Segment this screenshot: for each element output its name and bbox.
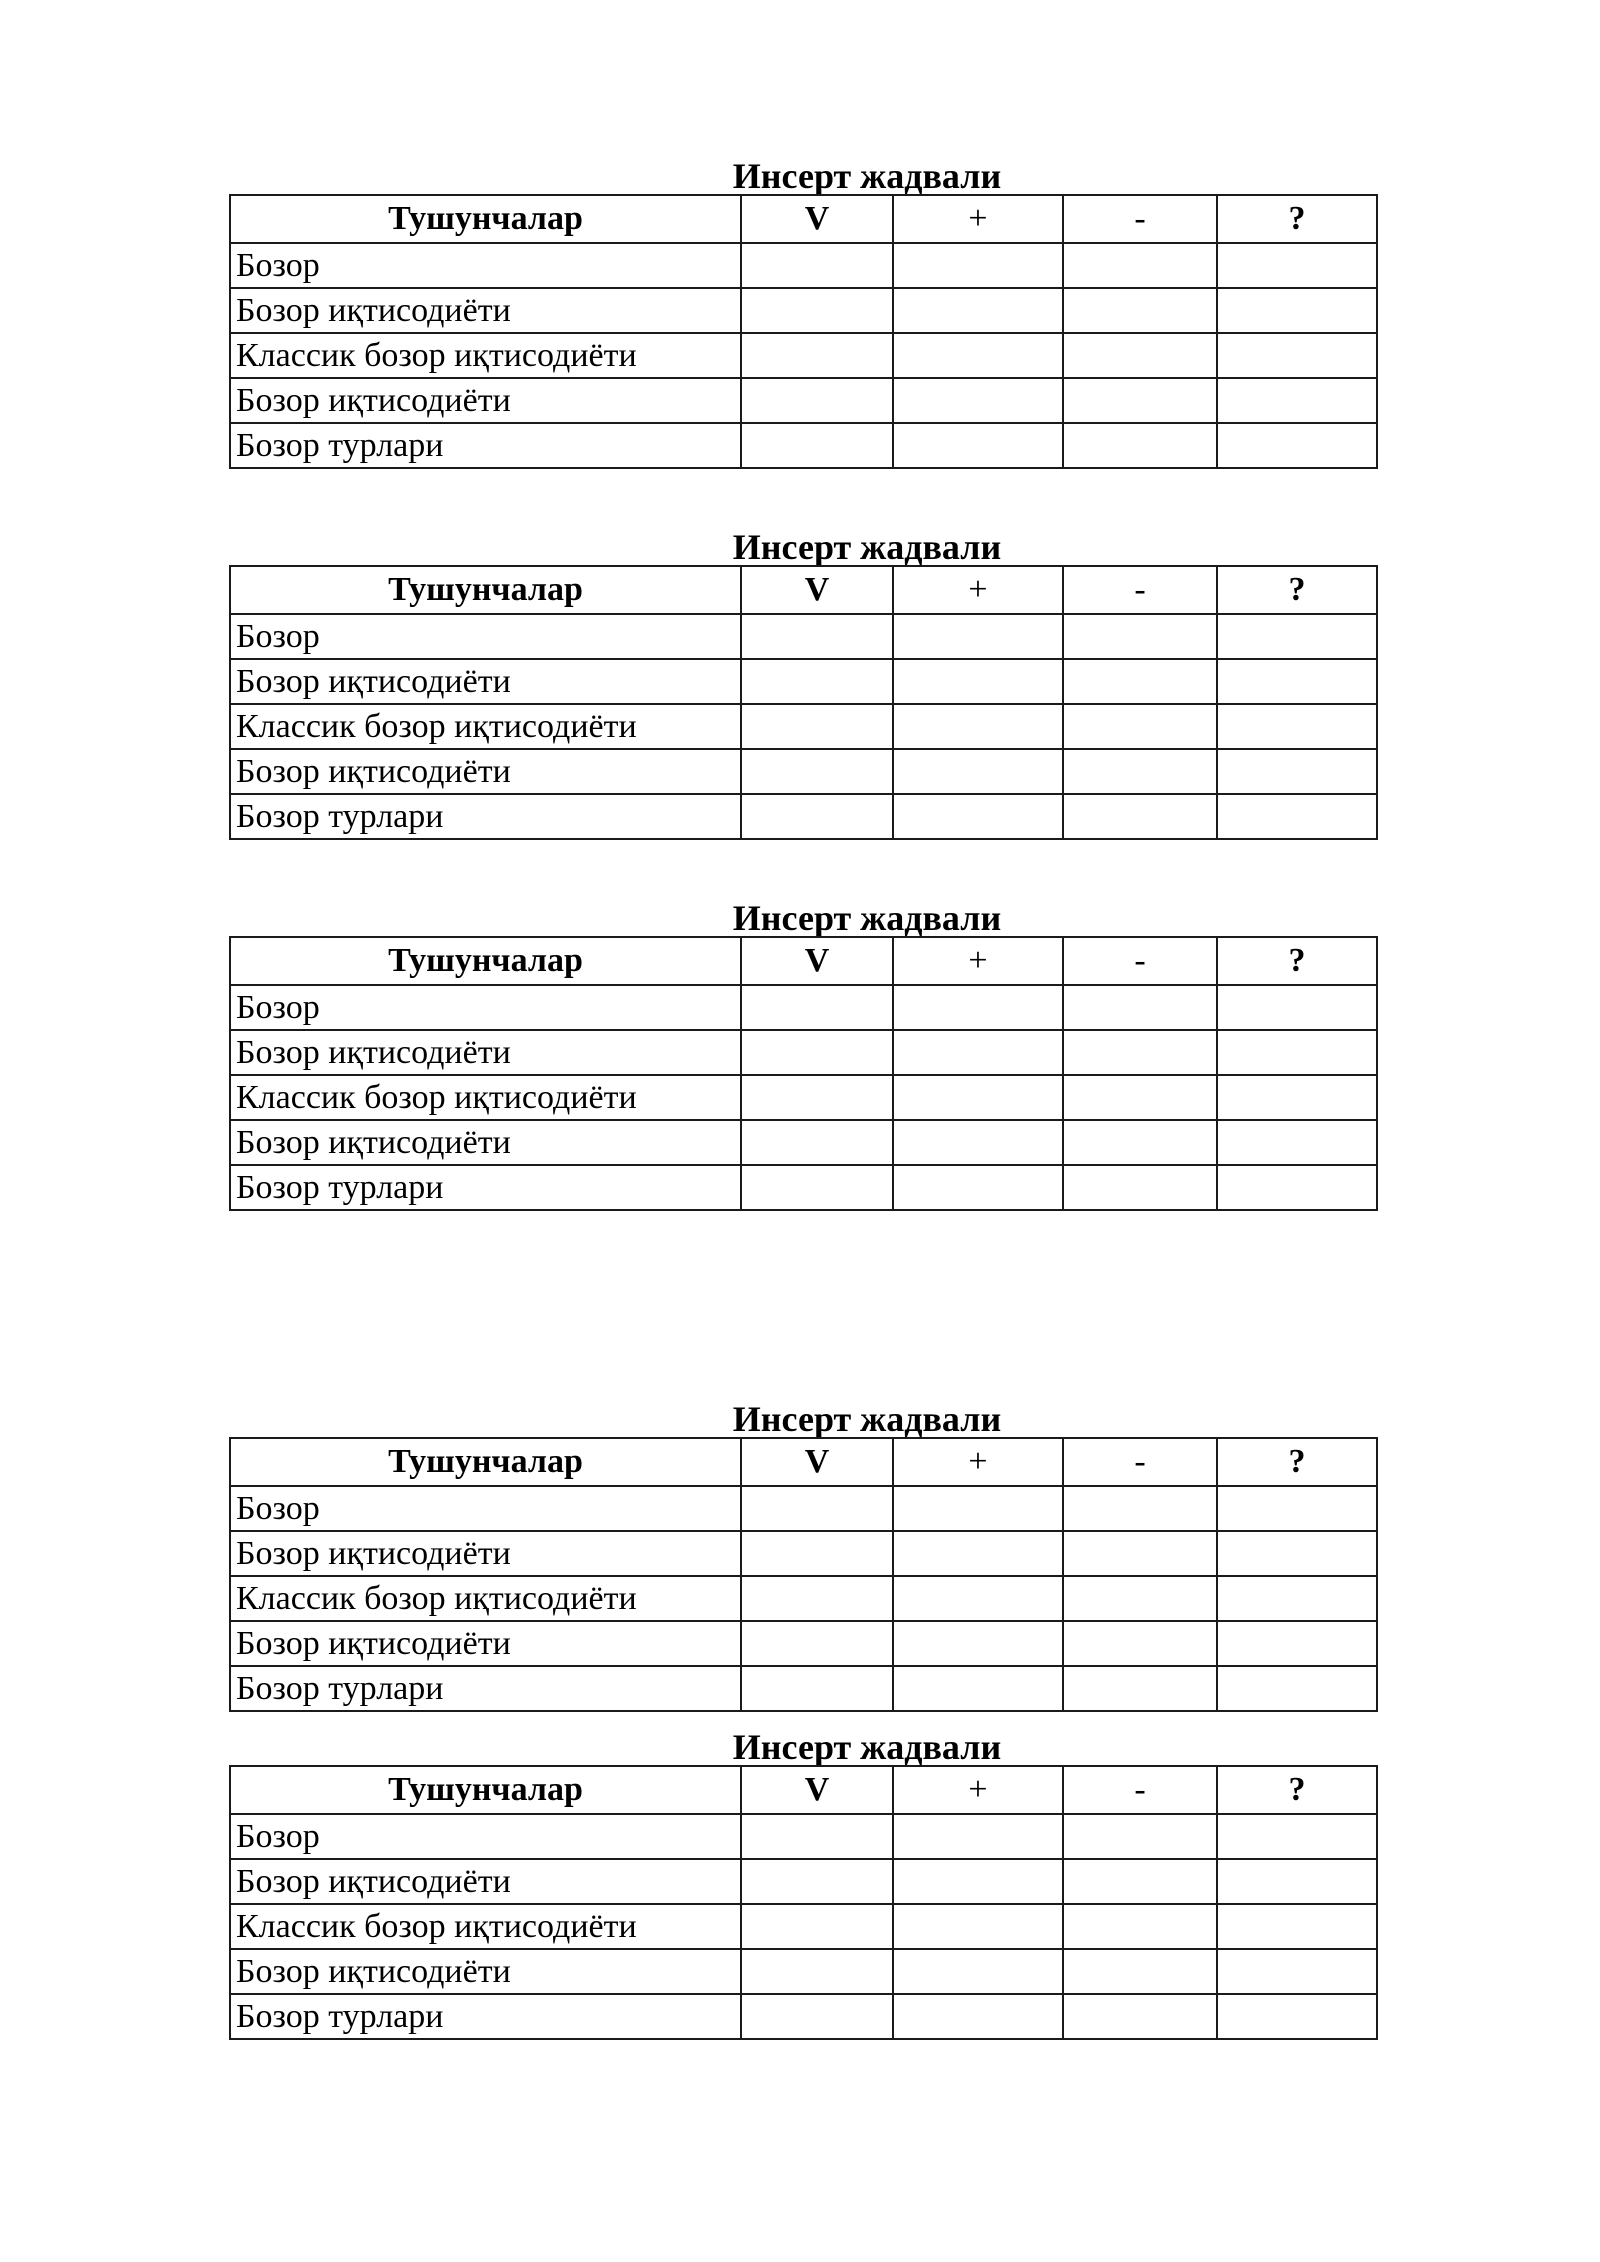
mark-cell-plus[interactable]: [893, 1576, 1063, 1621]
mark-cell-v[interactable]: [741, 749, 893, 794]
mark-cell-v[interactable]: [741, 1621, 893, 1666]
mark-cell-v[interactable]: [741, 704, 893, 749]
mark-cell-minus[interactable]: [1063, 1949, 1217, 1994]
insert-table: [229, 565, 1378, 840]
table-row: [230, 659, 1377, 704]
mark-cell-v[interactable]: [741, 1949, 893, 1994]
mark-cell-minus[interactable]: [1063, 614, 1217, 659]
mark-cell-v[interactable]: [741, 1030, 893, 1075]
header-v: V: [741, 1766, 893, 1814]
mark-cell-minus[interactable]: [1063, 1859, 1217, 1904]
mark-cell-v[interactable]: [741, 1165, 893, 1210]
mark-cell-plus[interactable]: [893, 1075, 1063, 1120]
header-question: ?: [1217, 1438, 1377, 1486]
mark-cell-question[interactable]: [1217, 1949, 1377, 1994]
mark-cell-minus[interactable]: [1063, 1486, 1217, 1531]
mark-cell-minus[interactable]: [1063, 333, 1217, 378]
mark-cell-minus[interactable]: [1063, 1814, 1217, 1859]
mark-cell-minus[interactable]: [1063, 1165, 1217, 1210]
header-plus: +: [893, 937, 1063, 985]
mark-cell-minus[interactable]: [1063, 659, 1217, 704]
concept-cell: Классик бозор иқтисодиёти: [230, 1075, 741, 1120]
mark-cell-plus[interactable]: [893, 794, 1063, 839]
table-header-row: [230, 1438, 1377, 1486]
table-row: [230, 1621, 1377, 1666]
concept-cell: Бозор иқтисодиёти: [230, 378, 741, 423]
mark-cell-plus[interactable]: [893, 1120, 1063, 1165]
mark-cell-v[interactable]: [741, 1120, 893, 1165]
concept-cell: Бозор иқтисодиёти: [230, 1621, 741, 1666]
header-v: V: [741, 195, 893, 243]
header-minus: -: [1063, 1438, 1217, 1486]
header-v: V: [741, 1438, 893, 1486]
mark-cell-plus[interactable]: [893, 1904, 1063, 1949]
table-row: [230, 243, 1377, 288]
insert-table: [229, 1765, 1378, 2040]
mark-cell-question[interactable]: [1217, 1666, 1377, 1711]
header-minus: -: [1063, 195, 1217, 243]
table-row: [230, 378, 1377, 423]
mark-cell-question[interactable]: [1217, 423, 1377, 468]
mark-cell-plus[interactable]: [893, 378, 1063, 423]
mark-cell-v[interactable]: [741, 1859, 893, 1904]
concept-cell: Бозор турлари: [230, 794, 741, 839]
mark-cell-v[interactable]: [741, 423, 893, 468]
mark-cell-plus[interactable]: [893, 1030, 1063, 1075]
concept-cell: Бозор турлари: [230, 1994, 741, 2039]
header-concepts: Тушунчалар: [230, 937, 741, 985]
concept-cell: Бозор: [230, 243, 741, 288]
mark-cell-minus[interactable]: [1063, 1030, 1217, 1075]
mark-cell-minus[interactable]: [1063, 1576, 1217, 1621]
concept-cell: Бозор иқтисодиёти: [230, 1949, 741, 1994]
table-header-row: [230, 195, 1377, 243]
mark-cell-question[interactable]: [1217, 378, 1377, 423]
mark-cell-v[interactable]: [741, 1486, 893, 1531]
header-v: V: [741, 566, 893, 614]
mark-cell-question[interactable]: [1217, 1621, 1377, 1666]
table-header-row: [230, 566, 1377, 614]
mark-cell-minus[interactable]: [1063, 243, 1217, 288]
table-row: [230, 794, 1377, 839]
mark-cell-question[interactable]: [1217, 1120, 1377, 1165]
mark-cell-minus[interactable]: [1063, 985, 1217, 1030]
concept-cell: Бозор иқтисодиёти: [230, 288, 741, 333]
mark-cell-plus[interactable]: [893, 1949, 1063, 1994]
mark-cell-v[interactable]: [741, 614, 893, 659]
table-row: [230, 1165, 1377, 1210]
header-plus: +: [893, 1766, 1063, 1814]
concept-cell: Бозор иқтисодиёти: [230, 659, 741, 704]
concept-cell: Бозор: [230, 1486, 741, 1531]
table-title: Инсерт жадвали: [732, 156, 1002, 196]
mark-cell-v[interactable]: [741, 1666, 893, 1711]
table-row: [230, 1949, 1377, 1994]
mark-cell-question[interactable]: [1217, 1904, 1377, 1949]
mark-cell-v[interactable]: [741, 1814, 893, 1859]
table-row: [230, 749, 1377, 794]
mark-cell-minus[interactable]: [1063, 749, 1217, 794]
table-row: [230, 1814, 1377, 1859]
mark-cell-v[interactable]: [741, 243, 893, 288]
mark-cell-minus[interactable]: [1063, 1075, 1217, 1120]
mark-cell-minus[interactable]: [1063, 1994, 1217, 2039]
mark-cell-v[interactable]: [741, 985, 893, 1030]
mark-cell-question[interactable]: [1217, 1859, 1377, 1904]
mark-cell-question[interactable]: [1217, 1165, 1377, 1210]
mark-cell-plus[interactable]: [893, 985, 1063, 1030]
table-row: [230, 1030, 1377, 1075]
mark-cell-plus[interactable]: [893, 1165, 1063, 1210]
mark-cell-plus[interactable]: [893, 243, 1063, 288]
table-row: [230, 1120, 1377, 1165]
mark-cell-v[interactable]: [741, 1904, 893, 1949]
table-row: [230, 704, 1377, 749]
mark-cell-plus[interactable]: [893, 423, 1063, 468]
mark-cell-question[interactable]: [1217, 288, 1377, 333]
table-row: [230, 1531, 1377, 1576]
mark-cell-plus[interactable]: [893, 1531, 1063, 1576]
insert-table: [229, 1437, 1378, 1712]
table-row: [230, 1486, 1377, 1531]
mark-cell-v[interactable]: [741, 1576, 893, 1621]
mark-cell-question[interactable]: [1217, 1030, 1377, 1075]
header-v: V: [741, 937, 893, 985]
concept-cell: Классик бозор иқтисодиёти: [230, 1576, 741, 1621]
mark-cell-v[interactable]: [741, 1531, 893, 1576]
mark-cell-question[interactable]: [1217, 1576, 1377, 1621]
concept-cell: Бозор турлари: [230, 423, 741, 468]
header-minus: -: [1063, 937, 1217, 985]
table-title: Инсерт жадвали: [732, 527, 1002, 567]
header-minus: -: [1063, 566, 1217, 614]
mark-cell-question[interactable]: [1217, 1814, 1377, 1859]
mark-cell-question[interactable]: [1217, 1486, 1377, 1531]
concept-cell: Классик бозор иқтисодиёти: [230, 704, 741, 749]
mark-cell-minus[interactable]: [1063, 704, 1217, 749]
header-question: ?: [1217, 937, 1377, 985]
table-row: [230, 1666, 1377, 1711]
mark-cell-v[interactable]: [741, 1994, 893, 2039]
header-question: ?: [1217, 1766, 1377, 1814]
header-concepts: Тушунчалар: [230, 1766, 741, 1814]
mark-cell-v[interactable]: [741, 378, 893, 423]
mark-cell-v[interactable]: [741, 659, 893, 704]
mark-cell-plus[interactable]: [893, 1621, 1063, 1666]
table-row: [230, 423, 1377, 468]
mark-cell-minus[interactable]: [1063, 1531, 1217, 1576]
table-title: Инсерт жадвали: [732, 1399, 1002, 1439]
mark-cell-plus[interactable]: [893, 1666, 1063, 1711]
header-minus: -: [1063, 1766, 1217, 1814]
header-plus: +: [893, 1438, 1063, 1486]
header-plus: +: [893, 195, 1063, 243]
concept-cell: Бозор иқтисодиёти: [230, 1859, 741, 1904]
mark-cell-plus[interactable]: [893, 614, 1063, 659]
mark-cell-v[interactable]: [741, 794, 893, 839]
header-concepts: Тушунчалар: [230, 1438, 741, 1486]
mark-cell-question[interactable]: [1217, 749, 1377, 794]
mark-cell-question[interactable]: [1217, 333, 1377, 378]
mark-cell-question[interactable]: [1217, 1994, 1377, 2039]
table-row: [230, 1075, 1377, 1120]
mark-cell-question[interactable]: [1217, 243, 1377, 288]
mark-cell-minus[interactable]: [1063, 423, 1217, 468]
concept-cell: Классик бозор иқтисодиёти: [230, 333, 741, 378]
mark-cell-plus[interactable]: [893, 704, 1063, 749]
insert-table: [229, 936, 1378, 1211]
mark-cell-minus[interactable]: [1063, 378, 1217, 423]
concept-cell: Классик бозор иқтисодиёти: [230, 1904, 741, 1949]
table-row: [230, 1904, 1377, 1949]
concept-cell: Бозор турлари: [230, 1165, 741, 1210]
mark-cell-plus[interactable]: [893, 1814, 1063, 1859]
mark-cell-question[interactable]: [1217, 659, 1377, 704]
mark-cell-minus[interactable]: [1063, 1120, 1217, 1165]
concept-cell: Бозор: [230, 614, 741, 659]
concept-cell: Бозор иқтисодиёти: [230, 1030, 741, 1075]
table-row: [230, 614, 1377, 659]
table-header-row: [230, 937, 1377, 985]
mark-cell-question[interactable]: [1217, 614, 1377, 659]
table-title: Инсерт жадвали: [732, 898, 1002, 938]
mark-cell-plus[interactable]: [893, 1486, 1063, 1531]
mark-cell-minus[interactable]: [1063, 794, 1217, 839]
table-header-row: [230, 1766, 1377, 1814]
mark-cell-question[interactable]: [1217, 794, 1377, 839]
table-row: [230, 1859, 1377, 1904]
header-question: ?: [1217, 195, 1377, 243]
mark-cell-minus[interactable]: [1063, 1621, 1217, 1666]
mark-cell-v[interactable]: [741, 333, 893, 378]
mark-cell-minus[interactable]: [1063, 1904, 1217, 1949]
mark-cell-v[interactable]: [741, 288, 893, 333]
concept-cell: Бозор иқтисодиёти: [230, 749, 741, 794]
mark-cell-minus[interactable]: [1063, 1666, 1217, 1711]
mark-cell-plus[interactable]: [893, 749, 1063, 794]
table-row: [230, 1994, 1377, 2039]
mark-cell-plus[interactable]: [893, 1859, 1063, 1904]
mark-cell-v[interactable]: [741, 1075, 893, 1120]
mark-cell-question[interactable]: [1217, 1075, 1377, 1120]
table-row: [230, 985, 1377, 1030]
table-title: Инсерт жадвали: [732, 1727, 1002, 1767]
table-row: [230, 1576, 1377, 1621]
mark-cell-plus[interactable]: [893, 1994, 1063, 2039]
mark-cell-plus[interactable]: [893, 659, 1063, 704]
mark-cell-question[interactable]: [1217, 985, 1377, 1030]
mark-cell-plus[interactable]: [893, 288, 1063, 333]
mark-cell-question[interactable]: [1217, 1531, 1377, 1576]
insert-table: [229, 194, 1378, 469]
header-question: ?: [1217, 566, 1377, 614]
table-row: [230, 333, 1377, 378]
header-concepts: Тушунчалар: [230, 195, 741, 243]
concept-cell: Бозор турлари: [230, 1666, 741, 1711]
concept-cell: Бозор иқтисодиёти: [230, 1120, 741, 1165]
concept-cell: Бозор: [230, 985, 741, 1030]
mark-cell-question[interactable]: [1217, 704, 1377, 749]
mark-cell-plus[interactable]: [893, 333, 1063, 378]
concept-cell: Бозор иқтисодиёти: [230, 1531, 741, 1576]
header-plus: +: [893, 566, 1063, 614]
table-row: [230, 288, 1377, 333]
header-concepts: Тушунчалар: [230, 566, 741, 614]
concept-cell: Бозор: [230, 1814, 741, 1859]
mark-cell-minus[interactable]: [1063, 288, 1217, 333]
